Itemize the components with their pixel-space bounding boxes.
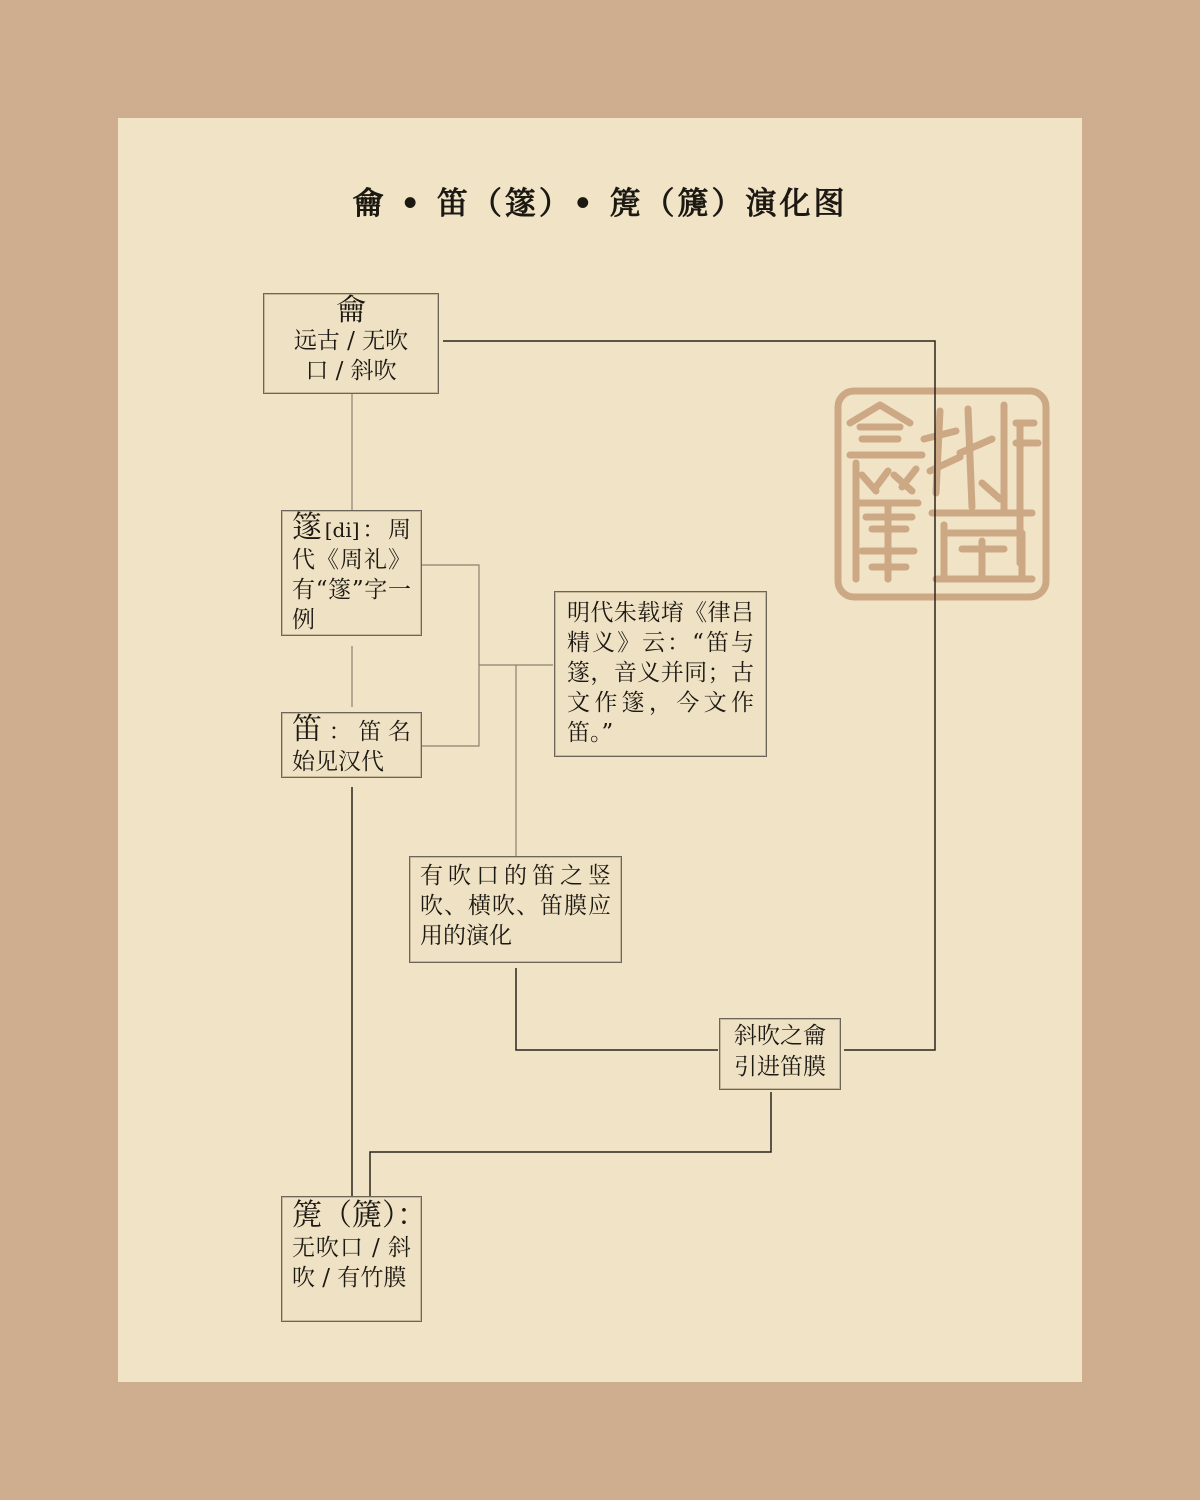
node-yue-line2: 口 / 斜吹 <box>305 358 397 384</box>
node-chi-text: 无吹口 / 斜吹 / 有竹膜 <box>292 1235 411 1291</box>
node-chi <box>281 1196 427 1322</box>
evolution-to-xiechui-line <box>516 968 718 1050</box>
node-di-zhou <box>281 510 422 636</box>
node-quote-text: 明代朱载堉《律吕精义》云：“笛与篴，音义并同；古文作篴，今文作笛。” <box>567 600 754 746</box>
node-di-zhou-text: ：周代《周礼》有“篴”字一例 <box>292 517 412 633</box>
node-di-zhou-pinyin: [di] <box>324 518 360 542</box>
node-quote <box>554 591 767 757</box>
node-xiechui <box>719 1018 841 1090</box>
node-di-han-text: ：笛名始见汉代 <box>292 719 412 775</box>
node-di-zhou-head: 篴 <box>292 510 325 545</box>
node-evolution-text: 有吹口的笛之竖吹、横吹、笛膜应用的演化 <box>420 863 611 949</box>
xiechui-to-chi-line <box>370 1092 771 1196</box>
node-chi-head: 箎（篪）： <box>292 1198 427 1233</box>
node-yue-line1: 远古 / 无吹 <box>293 328 409 354</box>
node-yue <box>263 293 439 394</box>
node-xiechui-line1: 斜吹之龠 <box>734 1023 826 1049</box>
node-yue-head: 龠 <box>336 293 366 328</box>
node-di-han-head: 笛 <box>292 712 329 747</box>
diagram-title: 龠 • 笛（篴）• 箎（篪）演化图 <box>352 186 848 222</box>
node-di-han <box>281 712 422 778</box>
node-xiechui-line2: 引进笛膜 <box>734 1054 826 1080</box>
node-evolution <box>409 856 622 963</box>
bracket-line <box>422 565 479 746</box>
